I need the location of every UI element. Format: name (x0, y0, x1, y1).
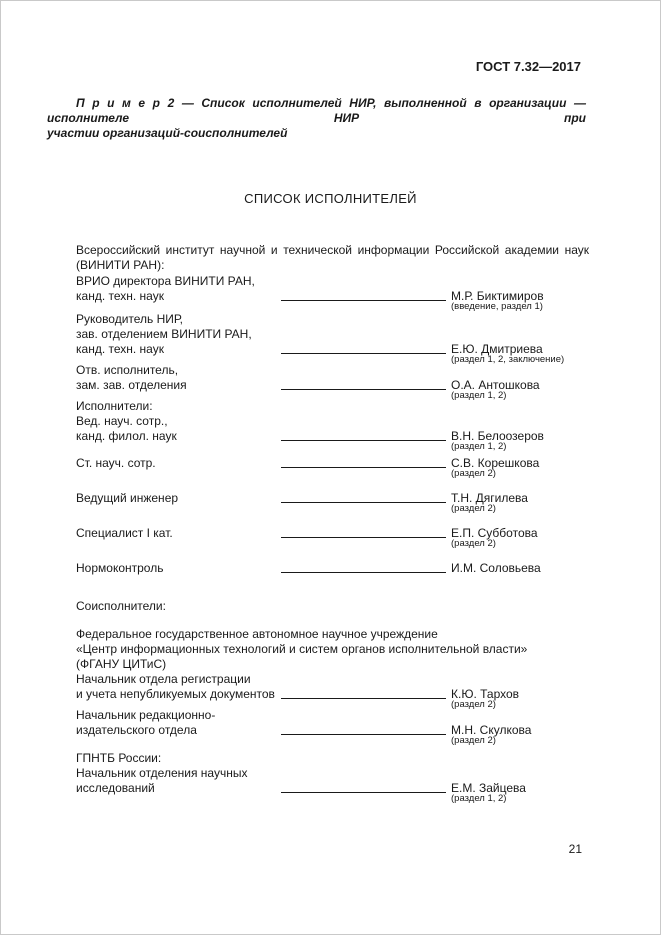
organization-line: ГПНТБ России: (76, 751, 162, 765)
cosponsors-heading: Соисполнители: (76, 599, 166, 613)
position-line: исследований (76, 781, 155, 795)
position-line: и учета непубликуемых документов (76, 687, 275, 701)
signature-line (281, 300, 446, 301)
executor-name: Е.Ю. Дмитриева (451, 342, 543, 356)
signature-entry (76, 363, 589, 401)
position-line: Начальник отдела регистрации (76, 672, 251, 686)
signature-entry (76, 751, 589, 804)
executor-name: Е.П. Субботова (451, 526, 538, 540)
organization-line: (ВИНИТИ РАН): (76, 258, 165, 272)
executor-name: В.Н. Белоозеров (451, 429, 544, 443)
signature-line (281, 734, 446, 735)
position-line: канд. техн. наук (76, 342, 164, 356)
position-line: Отв. исполнитель, (76, 363, 179, 377)
signature-line (281, 389, 446, 390)
organization-line: (ФГАНУ ЦИТиС) (76, 657, 167, 671)
signature-entry (76, 491, 589, 514)
position-line: Специалист I кат. (76, 526, 173, 540)
section-note: (раздел 2) (451, 538, 496, 549)
section-note: (раздел 1, 2) (451, 390, 507, 401)
signature-entry (76, 708, 589, 746)
signature-entry (76, 274, 589, 312)
organization-line: Всероссийский институт научной и технической информации Российской академии наук (76, 243, 589, 257)
executor-name: О.А. Антошкова (451, 378, 540, 392)
section-note: (раздел 1, 2) (451, 441, 507, 452)
position-line: Вед. науч. сотр., (76, 414, 168, 428)
signature-entry (76, 561, 589, 576)
executor-name: И.М. Соловьева (451, 561, 541, 575)
position-line: издательского отдела (76, 723, 197, 737)
example-note-line: участии организаций-соисполнителей (47, 126, 288, 140)
section-note: (раздел 2) (451, 503, 496, 514)
position-line: зав. отделением ВИНИТИ РАН, (76, 327, 252, 341)
executor-name: К.Ю. Тархов (451, 687, 520, 701)
document-title: СПИСОК ИСПОЛНИТЕЛЕЙ (244, 191, 417, 206)
position-line: Начальник отделения научных (76, 766, 248, 780)
organization-line: «Центр информационных технологий и систем органов исполнительной власти» (76, 642, 528, 656)
signature-line (281, 502, 446, 503)
position-line: зам. зав. отделения (76, 378, 187, 392)
page-number: 21 (568, 842, 582, 856)
standard-code: ГОСТ 7.32—2017 (475, 59, 581, 74)
signature-entry (76, 526, 589, 549)
signature-entry (76, 399, 589, 452)
signature-line (281, 353, 446, 354)
position-line: Начальник редакционно- (76, 708, 216, 722)
position-line: канд. филол. наук (76, 429, 177, 443)
section-note: (раздел 1, 2, заключение) (451, 354, 565, 365)
position-line: Руководитель НИР, (76, 312, 184, 326)
position-line: Ст. науч. сотр. (76, 456, 156, 470)
signature-line (281, 792, 446, 793)
section-note: (раздел 1, 2) (451, 793, 507, 804)
signature-line (281, 572, 446, 573)
executor-name: М.Н. Скулкова (451, 723, 532, 737)
signature-entry (76, 456, 589, 479)
signature-line (281, 698, 446, 699)
section-note: (раздел 2) (451, 735, 496, 746)
signature-line (281, 537, 446, 538)
executor-name: С.В. Корешкова (451, 456, 540, 470)
executor-name: М.Р. Биктимиров (451, 289, 544, 303)
executors-list (76, 243, 589, 804)
executor-name: Е.М. Зайцева (451, 781, 526, 795)
section-note: (введение, раздел 1) (451, 301, 543, 312)
executors-heading: Исполнители: (76, 399, 153, 413)
position-line: ВРИО директора ВИНИТИ РАН, (76, 274, 255, 288)
section-note: (раздел 2) (451, 699, 496, 710)
example-note (47, 96, 586, 141)
position-line: Ведущий инженер (76, 491, 179, 505)
executor-name: Т.Н. Дягилева (451, 491, 528, 505)
position-line: канд. техн. наук (76, 289, 164, 303)
organization-intro (76, 243, 589, 273)
example-note-line: П р и м е р 2 — Список исполнителей НИР, выполненной в организации — исполнителе НИР при (47, 96, 586, 125)
section-note: (раздел 2) (451, 468, 496, 479)
organization-line: Федеральное государственное автономное научное учреждение (76, 627, 438, 641)
signature-entry (76, 627, 589, 710)
signature-entry (76, 312, 589, 365)
signature-line (281, 467, 446, 468)
position-line: Нормоконтроль (76, 561, 164, 575)
signature-line (281, 440, 446, 441)
